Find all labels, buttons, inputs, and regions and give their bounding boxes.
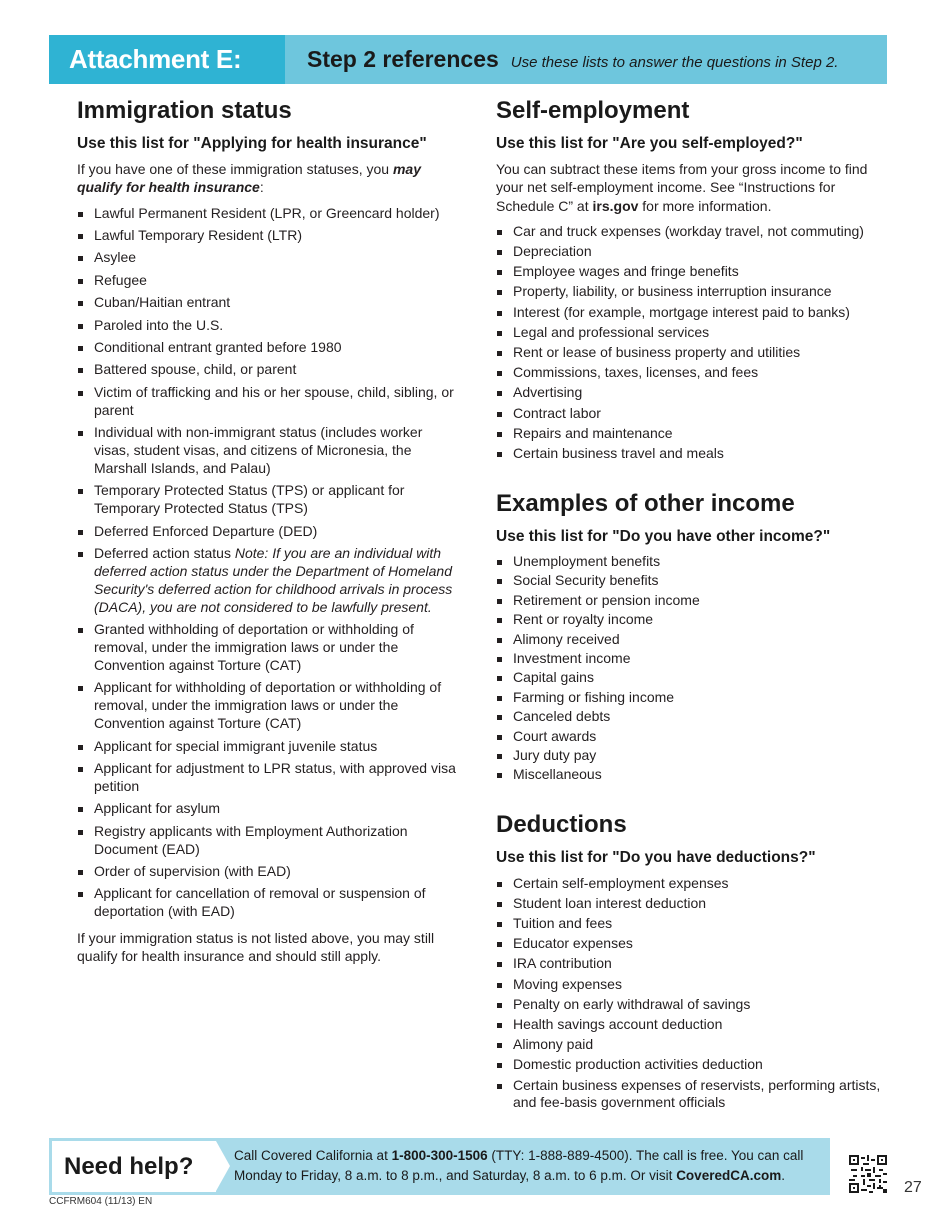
list-item: Certain business travel and meals [496, 445, 890, 463]
list-item: Employee wages and fringe benefits [496, 263, 890, 281]
list-item: Deferred Enforced Departure (DED) [77, 523, 457, 541]
self-employment-list [496, 223, 890, 463]
list-item: Depreciation [496, 243, 890, 261]
list-item: Lawful Temporary Resident (LTR) [77, 227, 457, 245]
list-item: Domestic production activities deduction [496, 1056, 890, 1074]
list-item: Educator expenses [496, 935, 890, 953]
list-item: Legal and professional services [496, 324, 890, 342]
step-subtitle: Use these lists to answer the questions in Step 2. [510, 53, 839, 71]
list-item: Canceled debts [496, 708, 890, 726]
list-item: Investment income [496, 650, 890, 668]
list-item: Applicant for adjustment to LPR status, with approved visa petition [77, 760, 457, 796]
self-employment-subtitle: Use this list for "Are you self-employed?" [496, 135, 803, 152]
qr-code-icon [849, 1155, 887, 1193]
list-item: Contract labor [496, 405, 890, 423]
list-item: Rent or lease of business property and utilities [496, 344, 890, 362]
phone-number[interactable]: 1-800-300-1506 [391, 1148, 488, 1163]
step-title: Step 2 references [307, 46, 499, 72]
page-header [49, 35, 887, 84]
immigration-list [77, 205, 457, 922]
list-item: Granted withholding of deportation or withholding of removal, under the immigration laws or under the Convention against Torture (CAT) [77, 621, 457, 675]
self-employment-intro: You can subtract these items from your gross income to find your net self-employment income. See “Instructions for Schedule C” at irs.gov for more information. [496, 161, 868, 214]
need-help-label: Need help? [52, 1141, 216, 1192]
other-income-title: Examples of other income [496, 489, 795, 517]
list-item: Applicant for withholding of deportation or withholding of removal, under the immigration laws or under the Convention against Torture (CAT) [77, 679, 457, 733]
list-item: Penalty on early withdrawal of savings [496, 996, 890, 1014]
list-item: Social Security benefits [496, 572, 890, 590]
deductions-subtitle: Use this list for "Do you have deductions?" [496, 849, 816, 867]
need-help-banner [49, 1138, 830, 1195]
immigration-title: Immigration status [77, 97, 292, 124]
help-text: Call Covered California at 1-800-300-1506 (TTY: 1-888-889-4500). The call is free. You can call Monday to Friday, 8 a.m. to 8 p.m., and Saturday, 8 a.m. to 6 p.m. Or visit CoveredCA.com. [234, 1148, 804, 1184]
immigration-closing: If your immigration status is not listed above, you may still qualify for health insurance and should still apply. [77, 930, 435, 965]
list-item: Temporary Protected Status (TPS) or applicant for Temporary Protected Status (TPS) [77, 482, 457, 518]
list-item: Alimony received [496, 631, 890, 649]
immigration-intro: If you have one of these immigration statuses, you may qualify for health insurance: [77, 161, 421, 196]
list-item: Individual with non-immigrant status (includes worker visas, student visas, and citizens of Micronesia, the Marshall Islands, and Palau) [77, 424, 457, 478]
form-code: CCFRM604 (11/13) EN [49, 1196, 153, 1207]
list-item: Refugee [77, 272, 457, 290]
list-item: Paroled into the U.S. [77, 317, 457, 335]
list-item: Applicant for cancellation of removal or suspension of deportation (with EAD) [77, 885, 457, 921]
list-item: Applicant for asylum [77, 800, 457, 818]
deductions-list [496, 875, 890, 1113]
list-item: Conditional entrant granted before 1980 [77, 339, 457, 357]
list-item: Commissions, taxes, licenses, and fees [496, 364, 890, 382]
list-item: Interest (for example, mortgage interest paid to banks) [496, 304, 890, 322]
list-item: Car and truck expenses (workday travel, not commuting) [496, 223, 890, 241]
list-item: Health savings account deduction [496, 1016, 890, 1034]
list-item: Registry applicants with Employment Authorization Document (EAD) [77, 823, 457, 859]
list-item-deferred: Deferred action status Note: If you are an individual with deferred action status under the Department of Homeland Security's deferred action for childhood arrivals in process (DACA), you are not considered to be lawfully present. [77, 545, 457, 617]
list-item: Battered spouse, child, or parent [77, 361, 457, 379]
list-item: IRA contribution [496, 955, 890, 973]
other-income-subtitle: Use this list for "Do you have other income?" [496, 527, 831, 545]
list-item: Moving expenses [496, 976, 890, 994]
list-item: Order of supervision (with EAD) [77, 863, 457, 881]
list-item: Certain business expenses of reservists, performing artists, and fee-basis government officials [496, 1077, 890, 1113]
list-item: Retirement or pension income [496, 592, 890, 610]
list-item: Capital gains [496, 669, 890, 687]
list-item: Tuition and fees [496, 915, 890, 933]
list-item: Miscellaneous [496, 766, 890, 784]
list-item: Court awards [496, 728, 890, 746]
list-item: Rent or royalty income [496, 611, 890, 629]
list-item: Repairs and maintenance [496, 425, 890, 443]
other-income-list [496, 553, 890, 784]
deductions-title: Deductions [496, 811, 627, 839]
list-item: Alimony paid [496, 1036, 890, 1054]
list-item: Jury duty pay [496, 747, 890, 765]
list-item: Property, liability, or business interruption insurance [496, 283, 890, 301]
attachment-label: Attachment E: [49, 35, 285, 84]
self-employment-title: Self-employment [496, 97, 690, 124]
list-item: Applicant for special immigrant juvenile status [77, 738, 457, 756]
list-item: Unemployment benefits [496, 553, 890, 571]
list-item: Student loan interest deduction [496, 895, 890, 913]
list-item: Asylee [77, 249, 457, 267]
website-link[interactable]: CoveredCA.com [676, 1168, 782, 1184]
list-item: Lawful Permanent Resident (LPR, or Greencard holder) [77, 205, 457, 223]
immigration-subtitle: Use this list for "Applying for health insurance" [77, 135, 427, 152]
list-item: Certain self-employment expenses [496, 875, 890, 893]
right-column [496, 96, 890, 1120]
list-item: Victim of trafficking and his or her spouse, child, sibling, or parent [77, 384, 457, 420]
left-column [77, 96, 457, 974]
list-item: Farming or fishing income [496, 689, 890, 707]
page-number: 27 [904, 1179, 922, 1196]
list-item: Cuban/Haitian entrant [77, 294, 457, 312]
irs-link[interactable]: irs.gov [592, 197, 639, 214]
list-item: Advertising [496, 384, 890, 402]
